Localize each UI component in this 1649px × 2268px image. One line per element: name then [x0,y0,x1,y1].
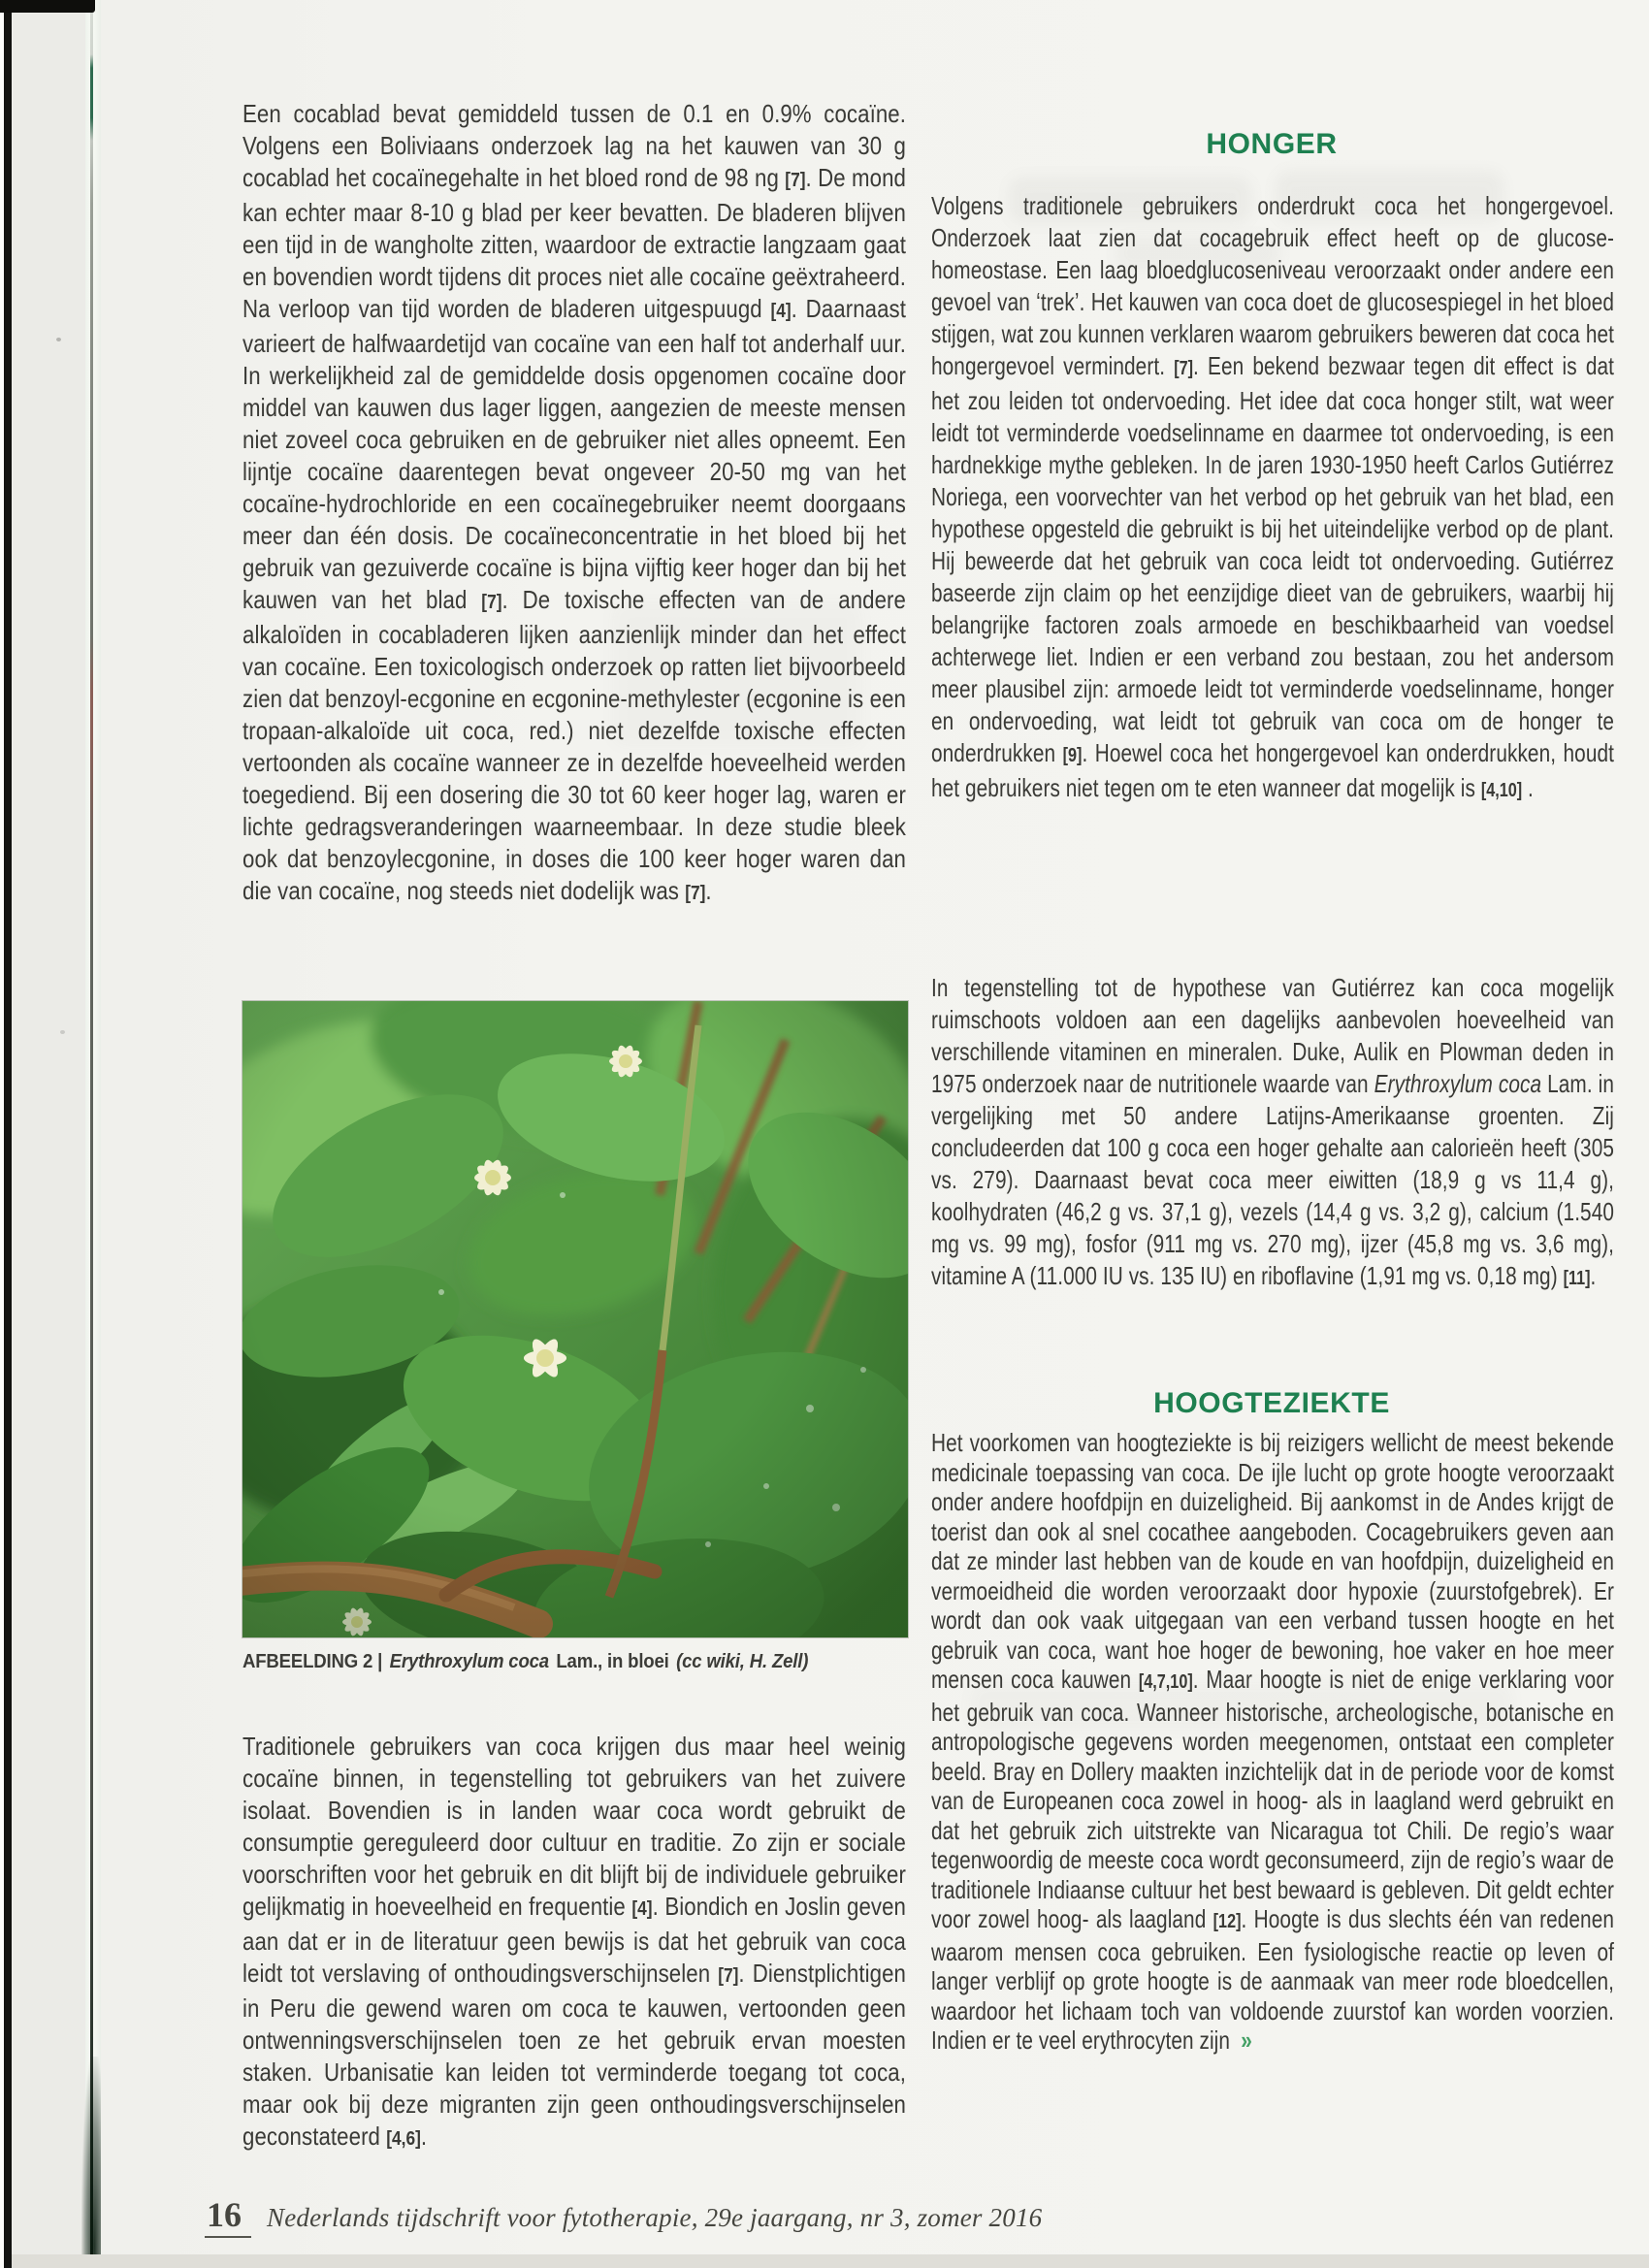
right-column-paragraph-altitude [931,1428,1614,2056]
book-spine-strip [85,0,102,2268]
section-heading-honger: HONGER [1206,128,1338,160]
caption-label: AFBEELDING 2 | [242,1651,383,1672]
left-column-paragraph-pharmacology: Een cocablad bevat gemiddeld tussen de 0.1 en 0.9% cocaïne. Volgens een Boliviaans onderzoek lag na het kauwen van 30 g cocablad het cocaïnegehalte in het bloed rond de 98 ng [7]. De mond kan echter maar 8-10 g blad per keer bevatten. De bladeren blijven een tijd in de wangholte zitten, waardoor de extractie langzaam gaat en bovendien wordt tijdens dit proces niet alle cocaïne geëxtraheerd. Na verloop van tijd worden de bladeren uitgespuugd [4]. Daarnaast varieert de halfwaardetijd van cocaïne van een half tot anderhalf uur. In werkelijkheid zal de gemiddelde dosis opgenomen cocaïne door middel van kauwen dus lager liggen, aangezien de meeste mensen niet zoveel coca gebruiken en de gebruiker niet alles opneemt. Een lijntje cocaïne daarentegen bevat ongeveer 20-50 mg van het cocaïne-hydrochloride en een cocaïnegebruiker neemt doorgaans meer dan één dosis. De cocaïneconcentratie in het bloed bij het gebruik van gezuiverde cocaïne is bijna vijftig keer hoger dan bij het kauwen van het blad [7]. De toxische effecten van de andere alkaloïden in cocabladeren lijken aanzienlijk minder dan het effect van cocaïne. Een toxicologisch onderzoek op ratten liet bijvoorbeeld zien dat benzoyl-ecgonine en ecgonine-methylester (ecgonine is een tropaan-alkaloïde uit coca, red.) niet dezelfde toxische effecten vertoonden als cocaïne wanneer ze in dezelfde hoeveelheid werden toegediend. Bij een dosering die 30 tot 60 keer hoger lag, waren er lichte gedragsveranderingen waarneembaar. In deze studie bleek ook dat benzoylecgonine, in doses die 100 keer hoger waren dan die van cocaïne, nog steeds niet dodelijk was [7]. [242,99,906,905]
spine-crease-line [90,0,93,2268]
altitude-paragraph-text: Het voorkomen van hoogteziekte is bij reizigers wellicht de meest bekende medicinale toepassing van coca. De ijle lucht op grote hoogte veroorzaakt onder andere hoofdpijn en duizeligheid. Bij aankomst in de Andes krijgt de toerist dan ook al snel cocathee aangeboden. Cocagebruikers geven aan dat ze minder last hebben van de koude en van hoofdpijn, duizeligheid en vermoeidheid die worden veroorzaakt door hypoxie (zuurstofgebrek). Er wordt dan ook vaak uitgegaan van een verband tussen hoogte en het gebruik van coca, want hoe hoger de bewoning, hoe vaker en hoe meer mensen coca kauwen [4,7,10]. Maar hoogte is niet de enige verklaring voor het gebruik van coca. Wanneer historische, archeologische, botanische en antropologische gegevens worden meegenomen, ontstaat een completer beeld. Bray en Dollery maakten inzichtelijk dat in de periode voor de komst van de Europeanen coca zowel in hoog- als in laagland werd gebruikt en dat het gebruik zich uitstrekte van Nicaragua tot Chili. De regio’s waar tegenwoordig de meeste coca wordt geconsumeerd, zijn de regio’s waar de traditionele Indiaanse cultuur het best bewaard is gebleven. Dit geldt echter voor zowel hoog- als laagland [12]. Hoogte is dus slechts één van redenen waarom mensen coca gebruiken. Een fysiologische reactie op leven of langer verblijf op grote hoogte is de aanmaak van meer rode bloedcellen, waardoor het lichaam toch van voldoende zuurstof kan worden voorzien. Indien er te veel erythrocyten zijn [931,1428,1614,2055]
section-heading-hoogteziekte: HOOGTEZIEKTE [1153,1387,1390,1419]
book-edge-gray-band [12,0,85,2268]
page-bottom-edge [12,2254,1649,2268]
footer-journal-title: Nederlands tijdschrift voor fytotherapie, 29e jaargang, nr 3, zomer 2016 [267,2203,1043,2232]
right-column-paragraph-hunger-1: Volgens traditionele gebruikers onderdrukt coca het hongergevoel. Onderzoek laat zien dat cocagebruik effect heeft op de glucose-homeostase. Een laag bloedglucoseniveau veroorzaakt onder andere een gevoel van ‘trek’. Het kauwen van coca doet de glucosespiegel in het bloed stijgen, wat zou kunnen verklaren waarom gebruikers beweren dat coca het hongergevoel vermindert. [7]. Een bekend bezwaar tegen dit effect is dat het zou leiden tot ondervoeding. Het idee dat coca honger stilt, wat weer leidt tot verminderde voedselinname en daarmee tot ondervoeding, is een hardnekkige mythe gebleken. In de jaren 1930-1950 heeft Carlos Gutiérrez Noriega, een voorvechter van het verbod op het gebruik van het blad, een hypothese opgesteld die gebruikt is bij het uiteindelijke verbod op de plant. Hij beweerde dat het gebruik van coca leidt tot ondervoeding. Gutiérrez baseerde zijn claim op het eenzijdige dieet van de gebruikers, waarbij hij belangrijke factoren zoals armoede en beschikbaarheid van voedsel achterwege liet. Indien er een verband zou bestaan, zou het andersom meer plausibel zijn: armoede leidt tot verminderde voedselinname, honger en ondervoeding, wat leidt tot gebruik van coca om de honger te onderdrukken [9]. Hoewel coca het hongergevoel kan onderdrukken, houdt het gebruikers niet tegen om te eten wanneer dat mogelijk is [4,10] . [931,191,1614,802]
footer-page-number: 16 [205,2195,251,2238]
caption-credit: (cc wiki, H. Zell) [676,1651,809,1672]
scan-speck [56,338,61,341]
caption-text: Lam., in bloei [556,1651,669,1672]
coca-plant-photo [242,1001,908,1637]
right-column-paragraph-hunger-2: In tegenstelling tot de hypothese van Gutiérrez kan coca mogelijk ruimschoots voldoen aan een dagelijks aanbevolen hoeveelheid van verschillende vitaminen en mineralen. Duke, Aulik en Plowman deden in 1975 onderzoek naar de nutritionele waarde van Erythroxylum coca Lam. in vergelijking met 50 andere Latijns-Amerikaanse groenten. Zij concludeerden dat 100 g coca een hoger gehalte aan calorieën heeft (305 vs. 279). Daarnaast bevat coca meer eiwitten (18,9 g vs 11,4 g), koolhydraten (46,2 g vs. 37,1 g), vezels (14,4 g vs. 3,2 g), calcium (1.540 mg vs. 99 mg), fosfor (911 mg vs. 270 mg), ijzer (45,8 mg vs. 3,6 mg), vitamine A (11.000 IU vs. 135 IU) en riboflavine (1,91 mg vs. 0,18 mg) [11]. [931,973,1614,1290]
figure-coca-plant [242,1001,908,1673]
scan-speck [60,1030,65,1034]
scan-edge-line [4,0,12,2268]
scan-edge-top [0,0,95,13]
continuation-chevron-icon: » [1241,2025,1252,2055]
caption-species: Erythroxylum coca [389,1651,549,1672]
figure-caption [242,1651,861,1673]
page-footer [205,2194,1042,2235]
left-column-paragraph-traditional-use: Traditionele gebruikers van coca krijgen dus maar heel weinig cocaïne binnen, in tegenstelling tot gebruikers van het zuivere isolaat. Bovendien is in landen waar coca wordt gebruikt de consumptie gereguleerd door cultuur en traditie. Zo zijn er sociale voorschriften voor het gebruik en dit blijft bij de individuele gebruiker gelijkmatig in hoeveelheid en frequentie [4]. Biondich en Joslin geven aan dat er in de literatuur geen bewijs is dat het gebruik van coca leidt tot verslaving of onthoudingsverschijnselen [7]. Dienstplichtigen in Peru die gewend waren om coca te kauwen, vertoonden geen ontwenningsverschijnselen toen ze het gebruik ervan moesten staken. Urbanisatie kan leiden tot verminderde toegang tot coca, maar ook bij deze migranten zijn geen onthoudingsverschijnselen geconstateerd [4,6]. [242,1732,907,2151]
